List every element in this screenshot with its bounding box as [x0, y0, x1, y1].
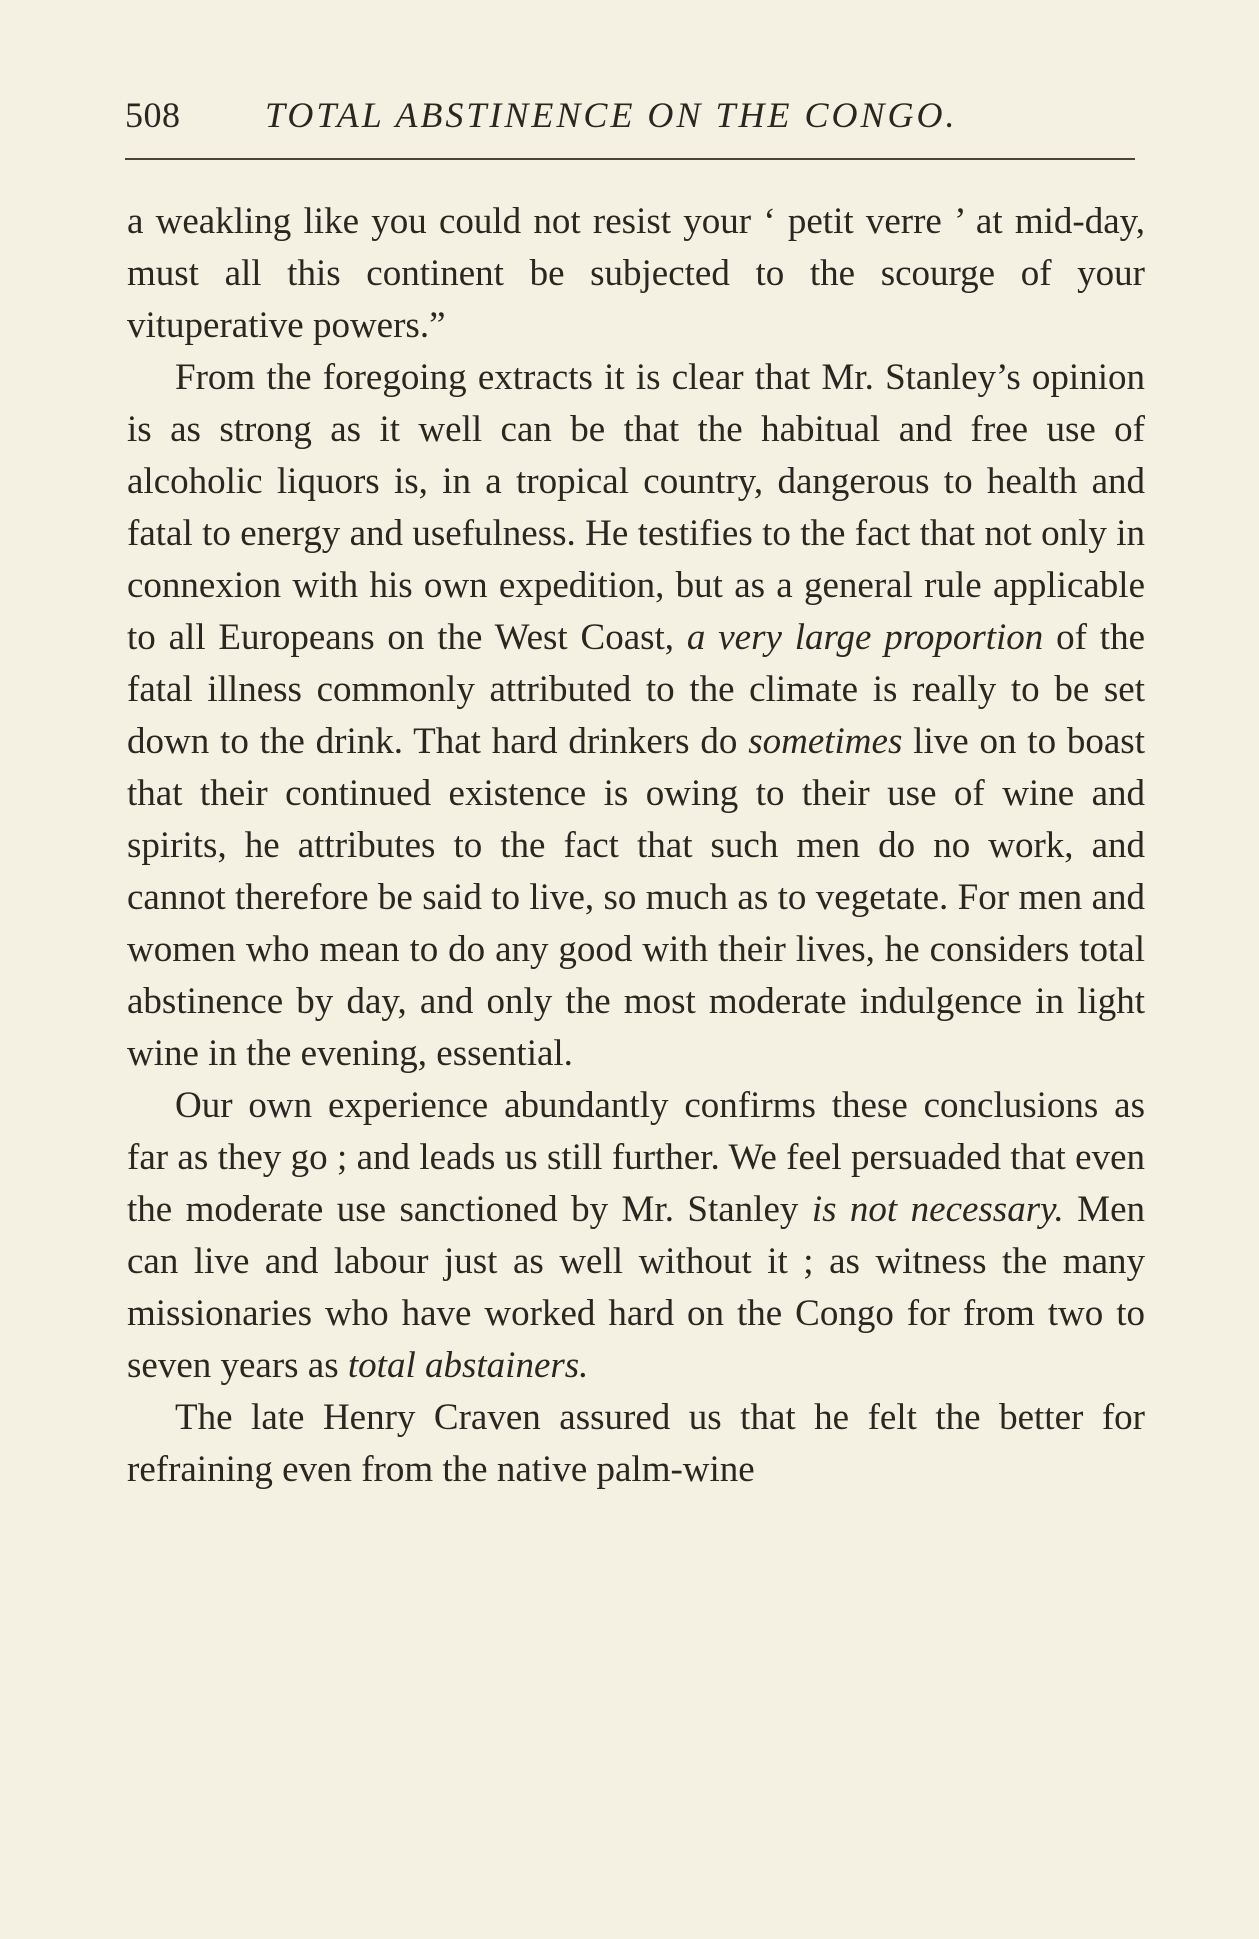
body-text	[127, 196, 1145, 1496]
paragraph-text: live on to boast that their continued existence is owing to their use of wine and spirits, he attributes to the fact that such men do no work, and cannot therefore be said to live, so much as to vegetate. For men and women who mean to do any good with their lives, he considers total abstinence by day, and only the most moderate indulgence in light wine in the evening, essential.	[127, 721, 1145, 1074]
paragraph-1	[127, 196, 1145, 352]
paragraph-text: Our own experience abundantly confirms these conclusions as far as they go ; and leads us still further. We feel persuaded that even the moderate use sanctioned by Mr. Stanley	[127, 1085, 1145, 1230]
paragraph-3	[127, 1080, 1145, 1392]
running-title: TOTAL ABSTINENCE ON THE CONGO.	[265, 95, 958, 135]
paragraph-2	[127, 352, 1145, 1080]
header-rule	[125, 158, 1135, 160]
italic-emphasis: sometimes	[748, 721, 903, 762]
paragraph-text: a weakling like you could not resist your ‘ petit verre ’ at mid-day, must all this continent be subjected to the scourge of your vituperative powers.”	[127, 201, 1145, 346]
italic-emphasis: a very large proportion	[686, 617, 1044, 658]
italic-emphasis: is not necessary.	[811, 1189, 1064, 1230]
paragraph-text: of the fatal illness commonly attributed to the climate is really to be set down to the drink. That hard drinkers do	[127, 617, 1145, 762]
paragraph-text: Men can live and labour just as well without it ; as witness the many missionaries who have worked hard on the Congo for from two to seven years as	[127, 1189, 1146, 1386]
paragraph-4	[127, 1392, 1145, 1496]
running-head	[125, 90, 1135, 140]
paragraph-text: The late Henry Craven assured us that he felt the better for refraining even from the native palm-wine	[127, 1397, 1145, 1490]
italic-emphasis: total abstainers.	[347, 1345, 589, 1386]
paragraph-text: From the foregoing extracts it is clear that Mr. Stanley’s opinion is as strong as it well can be that the habitual and free use of alcoholic liquors is, in a tropical country, dangerous to health and fatal to energy and usefulness. He testifies to the fact that not only in connexion with his own expedition, but as a general rule applicable to all Europeans on the West Coast,	[127, 357, 1145, 658]
page-number: 508	[125, 95, 181, 135]
